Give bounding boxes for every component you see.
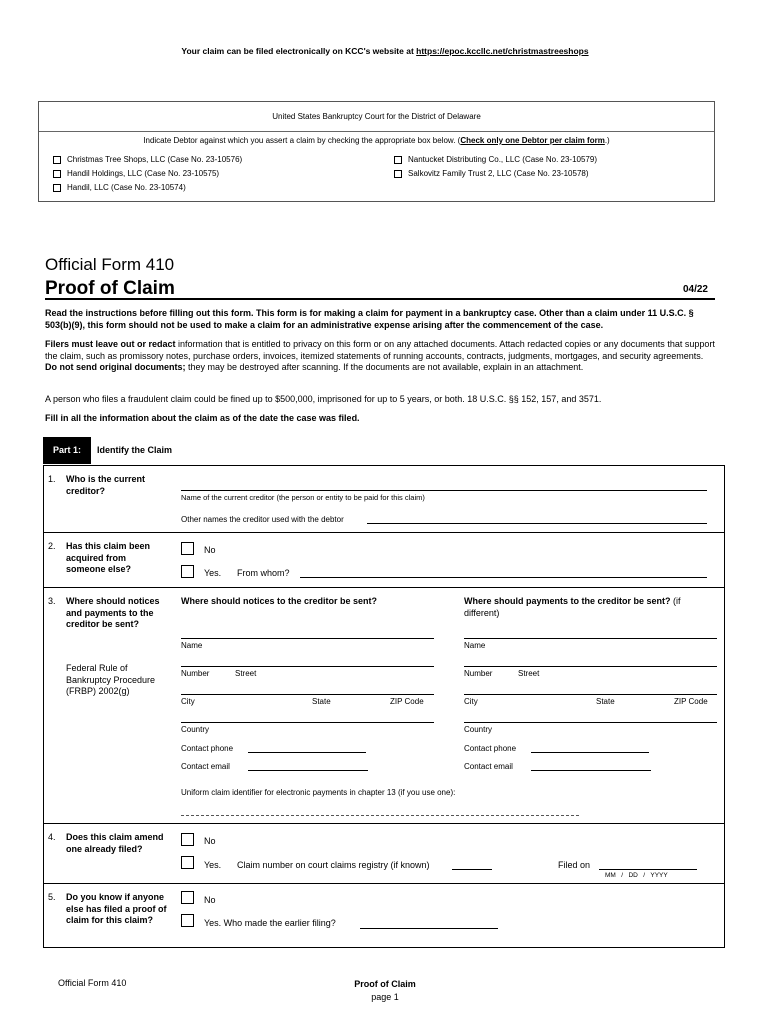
payments-email-label: Contact email [464, 762, 513, 771]
q2-text: Has this claim been acquired from someone else? [66, 541, 151, 574]
q3-number: 3. [48, 596, 56, 606]
checkbox-icon[interactable] [53, 156, 61, 164]
instruction-paragraph-4: Fill in all the information about the claim as of the date the case was filed. [45, 413, 360, 423]
footer-title: Proof of Claim [354, 979, 416, 989]
p2-bold-2: Do not send original documents; [45, 362, 186, 372]
q4-text: Does this claim amend one already filed? [66, 832, 164, 854]
q5-no-label: No [204, 895, 216, 905]
debtor-instruction-end: .) [604, 136, 610, 145]
q4-filed-on-field[interactable] [599, 869, 697, 870]
debtor-label: Salkovitz Family Trust 2, LLC (Case No. 23-10578) [408, 169, 589, 178]
q2-number: 2. [48, 541, 56, 551]
p2-bold: Filers must leave out or redact [45, 339, 176, 349]
p2-text-2: they may be destroyed after scanning. If the documents are not available, explain in an attachment. [185, 362, 584, 372]
part-1-label: Part 1: [43, 437, 91, 464]
notices-street-label: Street [235, 669, 257, 678]
row-divider [44, 883, 724, 884]
payments-country-label: Country [464, 725, 493, 734]
instruction-paragraph-2 [45, 339, 715, 374]
q4-yes-label: Yes. [204, 860, 222, 870]
notices-heading: Where should notices to the creditor be sent? [181, 596, 378, 606]
q2-no-label: No [204, 545, 216, 555]
divider [39, 131, 714, 132]
q5-earlier-filer-field[interactable] [360, 928, 498, 929]
other-names-label: Other names the creditor used with the debtor [181, 515, 344, 524]
notices-country-label: Country [181, 725, 210, 734]
payments-heading [464, 596, 714, 619]
debtor-selection-box [38, 101, 715, 202]
payments-name-label: Name [464, 641, 486, 650]
q4-claim-number-label: Claim number on court claims registry (if known) [237, 860, 430, 870]
p2-text: information that is entitled to privacy on this form or on any attached documents. Attach redacted copies or any documents that support the claim, such as promissory notes, purchase orders, invoices, itemized statements of running accounts, contracts, judgments, mortgages, and security agreements. [45, 339, 715, 361]
q4-filed-on-label: Filed on [558, 860, 591, 870]
uniform-claim-id-field[interactable] [181, 815, 579, 816]
identify-claim-table [43, 465, 725, 948]
part-1-title: Identify the Claim [97, 445, 173, 455]
debtor-option-handil-holdings[interactable] [53, 169, 219, 178]
checkbox-icon[interactable] [394, 170, 402, 178]
uniform-claim-id-label: Uniform claim identifier for electronic payments in chapter 13 (if you use one): [181, 788, 456, 797]
payments-state-label: State [596, 697, 615, 706]
payments-name-field[interactable] [464, 638, 717, 639]
payments-city-field[interactable] [464, 694, 717, 695]
notices-phone-field[interactable] [248, 752, 366, 753]
q3-text: Where should notices and payments to the creditor be sent? [66, 596, 160, 629]
checkbox-icon[interactable] [394, 156, 402, 164]
payments-city-label: City [464, 697, 478, 706]
footer-form-number: Official Form 410 [58, 978, 127, 988]
form-revision: 04/22 [682, 284, 708, 295]
q4-no-checkbox[interactable] [181, 833, 194, 846]
frbp-reference: Federal Rule of Bankruptcy Procedure (FRBP) 2002(g) [66, 663, 156, 696]
q4-yes-checkbox[interactable] [181, 856, 194, 869]
form-title: Proof of Claim [45, 278, 175, 299]
creditor-name-caption: Name of the current creditor (the person or entity to be paid for this claim) [181, 493, 425, 502]
payments-phone-field[interactable] [531, 752, 649, 753]
notices-phone-label: Contact phone [181, 744, 234, 753]
notices-name-field[interactable] [181, 638, 434, 639]
payments-heading-bold: Where should payments to the creditor be sent? [464, 596, 671, 606]
debtor-label: Handil, LLC (Case No. 23-10574) [67, 183, 186, 192]
electronic-filing-note [0, 46, 770, 56]
q4-number: 4. [48, 832, 56, 842]
debtor-instruction-text: Indicate Debtor against which you assert a claim by checking the appropriate box below. ( [143, 136, 461, 145]
creditor-name-field[interactable] [181, 490, 707, 491]
row-divider [44, 823, 724, 824]
checkbox-icon[interactable] [53, 184, 61, 192]
notices-state-label: State [312, 697, 331, 706]
court-name: United States Bankruptcy Court for the District of Delaware [272, 112, 481, 121]
footer-center [330, 978, 440, 1004]
q1-number: 1. [48, 474, 56, 484]
instruction-paragraph-1: Read the instructions before filling out this form. This form is for making a claim for payment in a bankruptcy case. Other than a claim under 11 U.S.C. § 503(b)(9), this form should not be used to make a claim for an administrative expense arising after the commencement of the case. [45, 308, 694, 330]
electronic-note-text: Your claim can be filed electronically on KCC's website at [181, 46, 417, 56]
debtor-label: Handil Holdings, LLC (Case No. 23-10575) [67, 169, 220, 178]
q2-from-whom-field[interactable] [300, 577, 707, 578]
debtor-instruction-emphasis: Check only one Debtor per claim form [460, 136, 605, 145]
form-number: Official Form 410 [45, 255, 175, 274]
payments-number-label: Number [464, 669, 493, 678]
q2-yes-checkbox[interactable] [181, 565, 194, 578]
payments-country-field[interactable] [464, 722, 717, 723]
q2-no-checkbox[interactable] [181, 542, 194, 555]
checkbox-icon[interactable] [53, 170, 61, 178]
notices-zip-label: ZIP Code [390, 697, 424, 706]
debtor-instruction [39, 136, 714, 145]
q1-text: Who is the current creditor? [66, 474, 146, 496]
payments-email-field[interactable] [531, 770, 651, 771]
payments-heading-note: (if different) [464, 596, 681, 618]
debtor-option-nantucket[interactable] [394, 155, 597, 164]
debtor-label: Christmas Tree Shops, LLC (Case No. 23-10576) [67, 155, 243, 164]
notices-name-label: Name [181, 641, 203, 650]
q5-text: Do you know if anyone else has filed a proof of claim for this claim? [66, 892, 167, 925]
notices-number-label: Number [181, 669, 210, 678]
q5-number: 5. [48, 892, 56, 902]
q4-date-format: MM / DD / YYYY [605, 872, 668, 879]
debtor-option-handil[interactable] [53, 183, 186, 192]
notices-email-field[interactable] [248, 770, 368, 771]
debtor-label: Nantucket Distributing Co., LLC (Case No. 23-10579) [408, 155, 597, 164]
other-names-field[interactable] [367, 523, 707, 524]
q2-from-whom-label: From whom? [237, 568, 290, 578]
instruction-paragraph-3: A person who files a fraudulent claim could be fined up to $500,000, imprisoned for up to 5 years, or both. 18 U.S.C. §§ 152, 157, and 3571. [45, 394, 602, 404]
payments-street-field[interactable] [464, 666, 717, 667]
q4-claim-number-field[interactable] [452, 869, 492, 870]
notices-city-label: City [181, 697, 195, 706]
payments-street-label: Street [518, 669, 540, 678]
notices-country-field[interactable] [181, 722, 434, 723]
q5-no-checkbox[interactable] [181, 891, 194, 904]
row-divider [44, 587, 724, 588]
footer-page-number: page 1 [371, 992, 399, 1002]
debtor-option-salkovitz[interactable] [394, 169, 589, 178]
row-divider [44, 532, 724, 533]
q4-no-label: No [204, 836, 216, 846]
q5-yes-checkbox[interactable] [181, 914, 194, 927]
q5-yes-label: Yes. Who made the earlier filing? [204, 918, 336, 928]
kcc-website-link[interactable]: https://epoc.kccllc.net/christmastreeshops [416, 46, 589, 56]
payments-zip-label: ZIP Code [674, 697, 708, 706]
title-rule [45, 298, 715, 300]
notices-email-label: Contact email [181, 762, 230, 771]
debtor-option-christmas-tree-shops[interactable] [53, 155, 242, 164]
notices-street-field[interactable] [181, 666, 434, 667]
q2-yes-label: Yes. [204, 568, 222, 578]
payments-phone-label: Contact phone [464, 744, 517, 753]
notices-city-field[interactable] [181, 694, 434, 695]
